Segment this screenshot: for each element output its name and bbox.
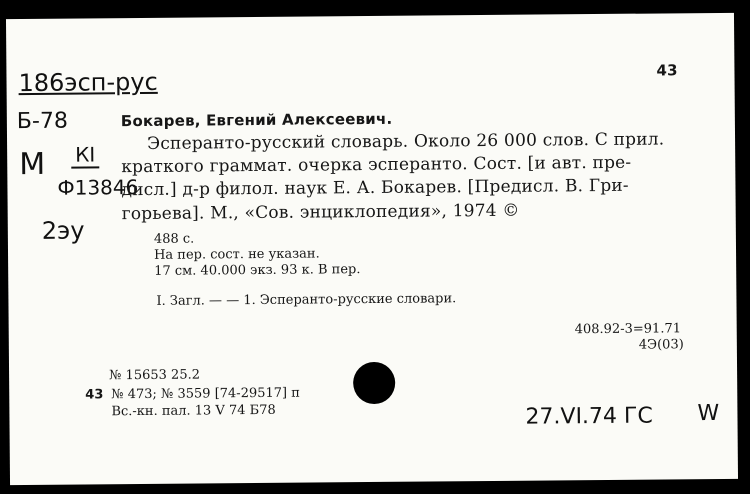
registry-line-3: Вс.-кн. пал. 13 V 74 Б78	[111, 402, 276, 420]
handwritten-call-number: 186эсп-рус	[18, 67, 158, 98]
subject-tracing: I. Загл. — — 1. Эсперанто-русские словари.	[156, 291, 457, 309]
format-and-print-run: 17 см. 40.000 экз. 93 к. В пер.	[154, 262, 361, 279]
registry-line-1: № 15653 25.2	[109, 367, 201, 384]
card-number: 43	[656, 61, 678, 80]
classification-code-2: 4Э(03)	[638, 337, 684, 353]
classification-code: 408.92-3=91.71	[574, 321, 682, 338]
description-line-2: краткого граммат. очерка эсперанто. Сост. [и авт. пре-	[121, 152, 632, 178]
description-line-4: горьева]. М., «Сов. энциклопедия», 1974 ©	[121, 200, 520, 225]
pages: 488 с.	[153, 231, 195, 247]
description-line-3: дисл.] д-р филол. наук Е. А. Бокарев. [Предисл. В. Гри-	[121, 175, 629, 201]
handwritten-shelf-mark: М	[19, 146, 46, 183]
punch-hole	[353, 362, 395, 404]
handwritten-date: 27.VI.74 ГС	[525, 403, 653, 430]
description-line-1: Эсперанто-русский словарь. Около 26 000 слов. С прил.	[146, 129, 665, 154]
price-note: На пер. сост. не указан.	[153, 246, 320, 263]
handwritten-initial: W	[697, 400, 720, 427]
handwritten-inventory-number: Ф13846	[57, 175, 139, 200]
handwritten-copies: 2эу	[41, 216, 85, 245]
registry-card-number: 43	[85, 387, 104, 403]
registry-line-2: № 473; № 3559 [74-29517] п	[111, 385, 300, 403]
catalog-card	[6, 13, 738, 485]
handwritten-cutter-number: Б-78	[16, 108, 69, 135]
author-heading: Бокарев, Евгений Алексеевич.	[120, 109, 393, 131]
handwritten-fraction-top: КI	[71, 142, 99, 168]
